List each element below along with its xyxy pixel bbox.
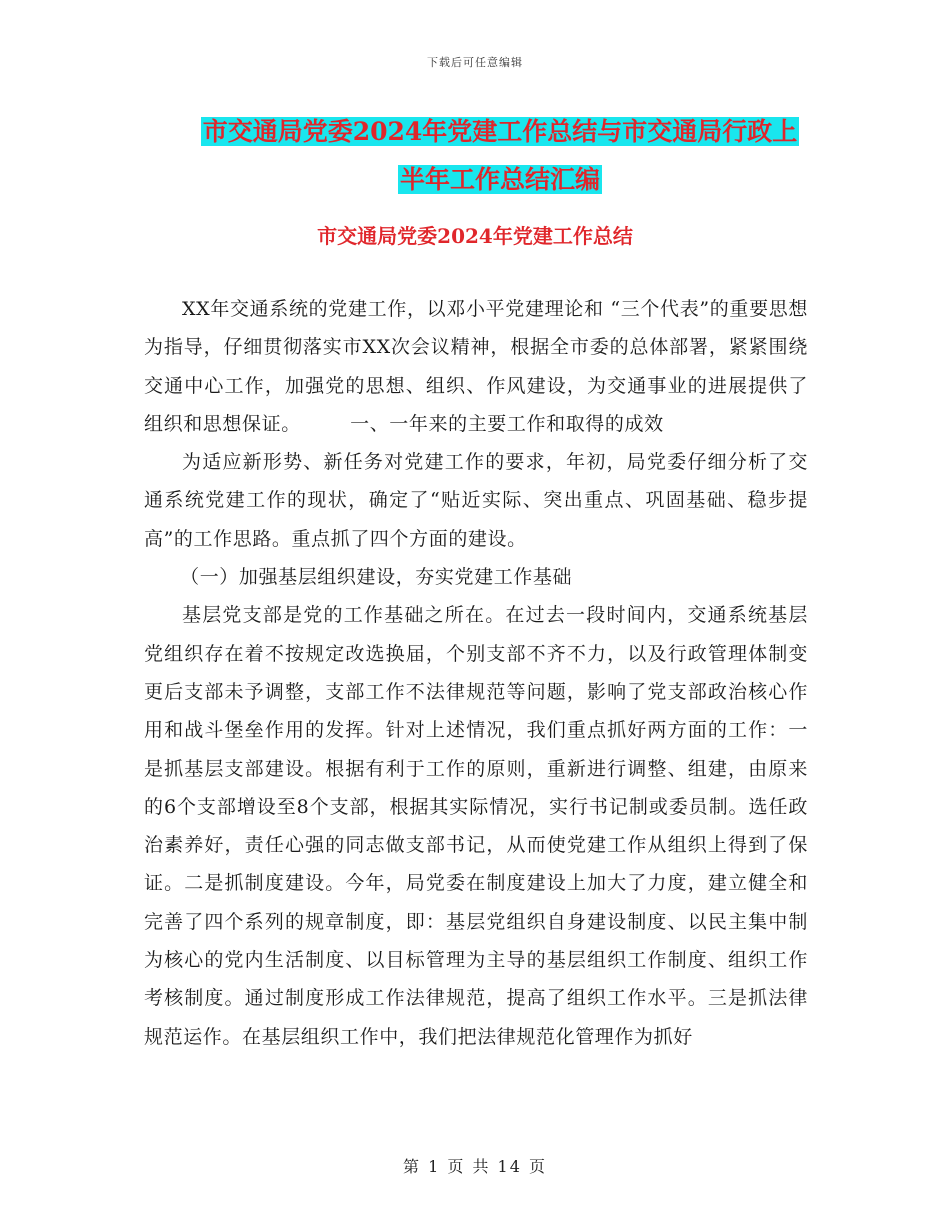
paragraph-intro: XX年交通系统的党建工作，以邓小平党建理论和 “三个代表”的重要思想为指导，仔细贯彻落实市XX次会议精神，根据全市委的总体部署，紧紧围绕交通中心工作，加强党的思想、组织、作风建设，为交通事业的进展提供了组织和思想保证。 一、一年来的主要工作和取得的成效 [144,298,808,435]
page-footer: 第 1 页 共 14 页 [403,1157,547,1176]
main-title-line-1: 市交通局党委2024年党建工作总结与市交通局行政上 [202,117,798,146]
paragraph-thinking: 为适应新形势、新任务对党建工作的要求，年初，局党委仔细分析了交通系统党建工作的现状，确定了“贴近实际、突出重点、巩固基础、稳步提高”的工作思路。重点抓了四个方面的建设。 [144,451,808,550]
subheading-1: （一）加强基层组织建设，夯实党建工作基础 [180,566,573,589]
body-text [144,290,808,1056]
main-title-line-2: 半年工作总结汇编 [399,165,600,194]
paragraph-grassroots: 基层党支部是党的工作基础之所在。在过去一段时间内，交通系统基层党组织存在着不按规定改选换届，个别支部不齐不力，以及行政管理体制变更后支部未予调整，支部工作不法律规范等问题，影响了党支部政治核心作用和战斗堡垒作用的发挥。针对上述情况，我们重点抓好两方面的工作：一是抓基层支部建设。根据有利于工作的原则，重新进行调整、组建，由原来的6个支部增设至8个支部，根据其实际情况，实行书记制或委员制。选任政治素养好，责任心强的同志做支部书记，从而使党建工作从组织上得到了保证。二是抓制度建设。今年，局党委在制度建设上加大了力度，建立健全和完善了四个系列的规章制度，即：基层党组织自身建设制度、以民主集中制为核心的党内生活制度、以目标管理为主导的基层组织工作制度、组织工作考核制度。通过制度形成工作法律规范，提高了组织工作水平。三是抓法律规范运作。在基层组织工作中，我们把法律规范化管理作为抓好 [144,604,808,1048]
section-title: 市交通局党委2024年党建工作总结 [317,224,633,248]
main-title [140,108,860,204]
header-note: 下载后可任意编辑 [427,56,523,69]
